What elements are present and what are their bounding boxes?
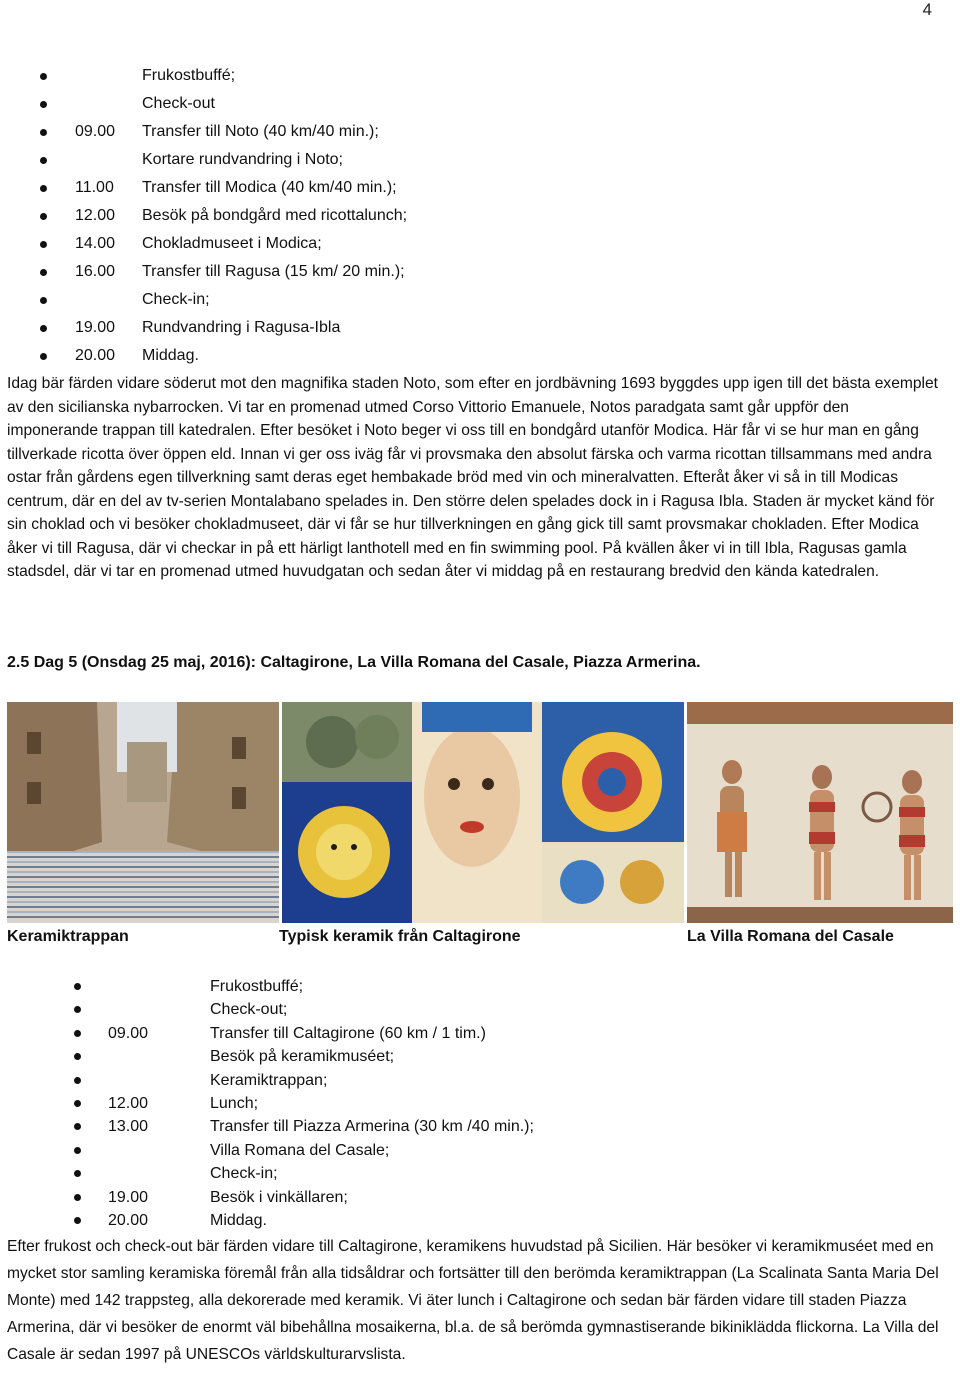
caption-villa: La Villa Romana del Casale (687, 928, 894, 945)
schedule-activity: Frukostbuffé; (142, 67, 236, 84)
schedule-activity: Besök på bondgård med ricottalunch; (142, 207, 408, 224)
caption-ceramics: Typisk keramik från Caltagirone (279, 928, 521, 945)
day4-description: Idag bär färden vidare söderut mot den magnifika staden Noto, som efter en jordbävning 1693 byggdes upp igen till det bästa exemplet av den sicilianska nybarrocken. Vi tar en promenad utmed Corso Vittorio Emanuele, Notos paradgata samt går uppför den imponerande trappan till katedralen. Efter besöket i Noto beger vi oss till en bondgård utanför Modica. Här får vi se hur man en gång tillverkade ricotta över öppen eld. Innan vi ger oss iväg får vi provsmaka den absolut färska och varma ricottan tillsammans med andra ostar från gårdens egen tillverkning samt deras eget hembakade bröd med vin och mineralvatten. Efteråt åker vi så in till Modicas centrum, där en del av tv-serien Montalabano spelades in. Den större delen spelades dock in i Ragusa Ibla. Staden är mycket känd för sin choklad och vi besöker chokladmuseet, där vi får se hur tillverkningen en gång gick till samt provsmakar chokladen. Efter Modica åker vi till Ragusa, där vi checkar in på ett härligt lanthotell med en fin swimming pool. På kvällen åker vi in till Ibla, Ragusas gamla stadsdel, där vi tar en promenad utmed huvudgatan och sedan åter vi middag på en restaurang bredvid den kända katedralen. (7, 375, 939, 580)
schedule-time: 19.00 (108, 1188, 149, 1206)
schedule-activity: Lunch; (210, 1094, 259, 1112)
day5-heading: 2.5 Dag 5 (Onsdag 25 maj, 2016): Caltagirone, La Villa Romana del Casale, Piazza Armerina. (7, 654, 701, 671)
schedule-activity: Villa Romana del Casale; (210, 1141, 390, 1159)
schedule-activity: Transfer till Caltagirone (60 km / 1 tim.) (210, 1024, 486, 1042)
bullet-icon (40, 269, 47, 276)
schedule-time: 09.00 (108, 1024, 149, 1042)
bullet-icon (40, 157, 47, 164)
schedule-activity: Transfer till Noto (40 km/40 min.); (142, 123, 379, 140)
schedule-activity: Chokladmuseet i Modica; (142, 235, 322, 252)
bullet-icon (40, 73, 47, 80)
bullet-icon (40, 101, 47, 108)
schedule-activity: Keramiktrappan; (210, 1071, 328, 1089)
schedule-activity: Check-in; (210, 1165, 278, 1183)
schedule-time: 11.00 (75, 179, 114, 196)
bullet-icon (74, 1170, 81, 1177)
bullet-icon (74, 1217, 81, 1224)
bullet-icon (74, 1053, 81, 1060)
schedule-time: 09.00 (75, 123, 116, 140)
schedule-activity: Transfer till Modica (40 km/40 min.); (142, 179, 397, 196)
schedule-activity: Kortare rundvandring i Noto; (142, 151, 343, 168)
schedule-activity: Check-out; (210, 1001, 288, 1019)
bullet-icon (74, 1100, 81, 1107)
stairs-photo (7, 702, 279, 923)
schedule-time: 14.00 (75, 235, 116, 252)
bullet-icon (74, 1147, 81, 1154)
schedule-activity: Transfer till Ragusa (15 km/ 20 min.); (142, 263, 405, 280)
bullet-icon (74, 1006, 81, 1013)
bullet-icon (40, 241, 47, 248)
schedule-time: 12.00 (108, 1094, 149, 1112)
bullet-icon (74, 1194, 81, 1201)
schedule-time: 20.00 (75, 347, 116, 364)
schedule-time: 19.00 (75, 319, 116, 336)
schedule-time: 20.00 (108, 1211, 149, 1229)
bullet-icon (74, 1030, 81, 1037)
schedule-activity: Besök på keramikmuséet; (210, 1048, 395, 1066)
schedule-activity: Middag. (142, 347, 199, 364)
schedule-activity: Middag. (210, 1211, 267, 1229)
bullet-icon (40, 353, 47, 360)
schedule-time: 12.00 (75, 207, 116, 224)
ceramics-photo (282, 702, 684, 923)
schedule-activity: Transfer till Piazza Armerina (30 km /40 min.); (210, 1118, 534, 1136)
bullet-icon (74, 983, 81, 990)
villa-romana-photo (687, 702, 953, 923)
schedule-activity: Rundvandring i Ragusa-Ibla (142, 319, 341, 336)
day5-description: Efter frukost och check-out bär färden vidare till Caltagirone, keramikens huvudstad på Sicilien. Här besöker vi keramikmuséet med en mycket stor samling keramiska föremål från alla tidsåldrar och fortsätter till den berömda keramiktrappan (La Scalinata Santa Maria Del Monte) med 142 trappsteg, alla dekorerade med keramik. Vi äter lunch i Caltagirone och sedan bär färden vidare till staden Piazza Armerina, där vi besöker de enormt väl bibehållna mosaikerna, bl.a. de så berömda gymnastiserande bikiniklädda flickorna. La Villa del Casale är sedan 1997 på UNESCOs världskulturarvslista. (7, 1238, 939, 1363)
bullet-icon (74, 1123, 81, 1130)
bullet-icon (40, 325, 47, 332)
bullet-icon (40, 129, 47, 136)
bullet-icon (40, 213, 47, 220)
schedule-time: 13.00 (108, 1118, 149, 1136)
page-number: 4 (922, 0, 932, 19)
schedule-activity: Frukostbuffé; (210, 978, 304, 995)
bullet-icon (74, 1077, 81, 1084)
bullet-icon (40, 297, 47, 304)
schedule-activity: Check-out (142, 95, 215, 112)
schedule-activity: Besök i vinkällaren; (210, 1188, 348, 1206)
bullet-icon (40, 185, 47, 192)
schedule-time: 16.00 (75, 263, 116, 280)
schedule-activity: Check-in; (142, 291, 210, 308)
caption-stairs: Keramiktrappan (7, 928, 129, 945)
